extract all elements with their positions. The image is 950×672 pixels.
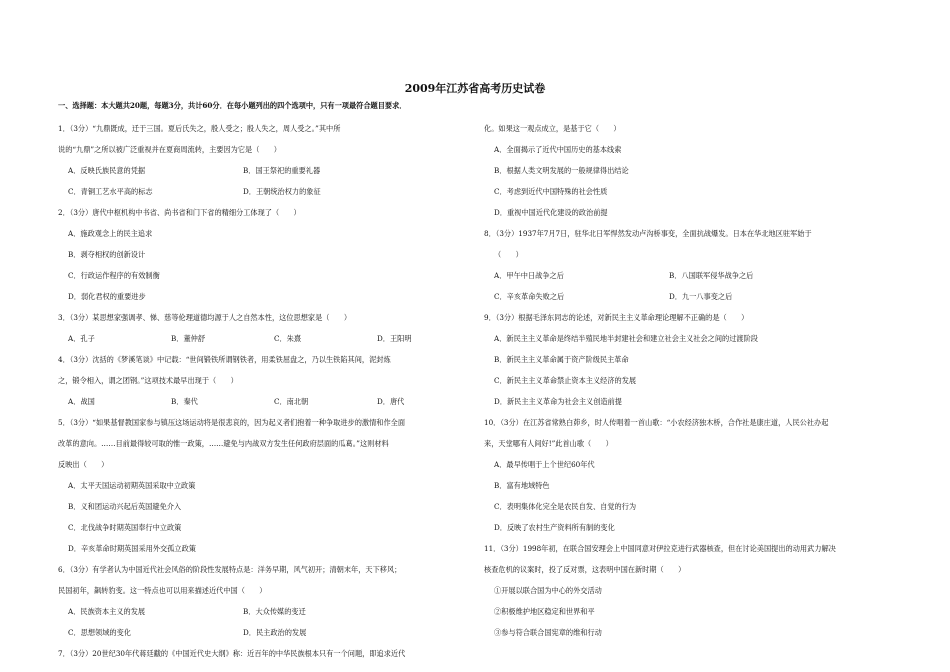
question-text: 6．（3分）有学者认为中国近代社会风俗的阶段性发展特点是：洋务早期，风气初开；清朝末年，天下移风； [58,565,402,574]
answer-option: D．九一八事变之后 [669,292,733,301]
section-heading: 一、选择题：本大题共20题，每题3分，共计60分．在每小题列出的四个选项中，只有一项最符合题目要求． [58,101,407,110]
answer-option: A．新民主主义革命是终结半殖民地半封建社会和建立社会主义社会之间的过渡阶段 [494,334,758,343]
answer-option: A．最早传唱于上个世纪60年代 [494,460,595,469]
answer-option: C．行政运作程序的有效制衡 [68,271,160,280]
option-row [58,622,470,643]
answer-option: C．新民主主义革命禁止资本主义经济的发展 [494,376,637,385]
answer-option: D．民主政治的发展 [243,628,307,637]
answer-option: A．民族资本主义的发展 [68,607,146,616]
question-text: 10．（3分）在江苏省常熟白茆乡，时人传唱着一首山歌：“小农经济独木桥，合作社是康庄道，人民公社办起 [484,418,829,427]
answer-option: D．弱化君权的重要进步 [68,292,146,301]
answer-option: D．新民主主义革命为社会主义创造前提 [494,397,622,406]
option-row [58,601,470,622]
answer-option: C．青铜工艺水平高的标志 [68,187,153,196]
question-text: 4．（3分）沈括的《梦溪笔谈》中记载：“世间锻铁所谓钢铁者，用柔铁屈盘之，乃以生铁陷其间，泥封炼 [58,355,391,364]
answer-option: D．唐代 [377,397,405,406]
answer-option: B．董仲舒 [171,334,206,343]
question-text: 说的“九鼎”之所以被广泛重视并在夏商周流转，主要因为它是（ ） [58,145,281,154]
question-text: 之，锻令相入，谓之团钢。”这项技术最早出现于（ ） [58,376,238,385]
answer-option: C．思想领域的变化 [68,628,132,637]
question-text: 反映出（ ） [58,460,109,469]
answer-option: A．甲午中日战争之后 [494,271,564,280]
left-column [58,118,470,664]
option-row [58,328,470,349]
answer-option: B．剥夺相权的创新设计 [68,250,146,259]
question-text: 7．（3分）20世纪30年代蒋廷黻的《中国近代史大纲》称：近百年的中华民族根本只有一个问题，即追求近代 [58,649,406,658]
answer-option: B．国王祭祀的重要礼器 [243,166,321,175]
question-text: 11．（3分）1998年初，在联合国安理会上中国同意对伊拉克进行武器核查，但在讨论美国提出的动用武力解决 [484,544,836,553]
question-text: 核查危机的议案时，投了反对票，这表明中国在新时期（ ） [484,565,686,574]
answer-option: A．孔子 [68,334,95,343]
answer-option: C．考虑到近代中国特殊的社会性质 [494,187,608,196]
answer-option: C．朱熹 [274,334,302,343]
question-text: 1．（3分）“九鼎既成，迁于三国。夏后氏失之，殷人受之；殷人失之，周人受之。”其中所 [58,124,341,133]
answer-option: A．太平天国运动初期英国采取中立政策 [68,481,196,490]
question-text: 8．（3分）1937年7月7日，驻华北日军悍然发动卢沟桥事变，全面抗战爆发。日本在华北地区驻军始于 [484,229,812,238]
question-text: 5．（3分）“如果基督教国家参与镇压这场运动将是很悲哀的，因为起义者们抱着一种争取进步的激情和作全面 [58,418,406,427]
answer-option: C．辛亥革命失败之后 [494,292,565,301]
answer-option: B．新民主主义革命属于资产阶级民主革命 [494,355,629,364]
answer-option: ①开展以联合国为中心的外交活动 [494,586,602,595]
question-text: 民国初年，飙转豹变。这一特点也可以用来描述近代中国（ ） [58,586,267,595]
answer-option: B．根据人类文明发展的一般规律得出结论 [494,166,629,175]
option-row [484,286,896,307]
question-text: 2．（3分）唐代中枢机构中书省、尚书省和门下省的精细分工体现了（ ） [58,208,301,217]
answer-option: D．王朝统治权力的象征 [243,187,321,196]
right-column [484,118,896,643]
answer-option: D．辛亥革命时期英国采用外交孤立政策 [68,544,196,553]
answer-option: B．秦代 [171,397,198,406]
question-text: 9．（3分）根据毛泽东同志的论述，对新民主主义革命理论理解不正确的是（ ） [484,313,749,322]
answer-option: B．富有地域特色 [494,481,550,490]
option-row [58,391,470,412]
answer-option: A．反映氏族民意的凭据 [68,166,146,175]
answer-option: D．反映了农村生产资料所有制的变化 [494,523,615,532]
question-text: 改革的意向。……目前最得较可取的惟一政策，……避免与内战双方发生任何政府层面的瓜葛。”这则材料 [58,439,389,448]
page-title: 2009年江苏省高考历史试卷 [404,82,546,95]
option-row [58,181,470,202]
question-text: 化。如果这一观点成立，是基于它（ ） [484,124,621,133]
answer-option: B．义和团运动兴起后英国避免介入 [68,502,182,511]
answer-option: B．大众传媒的变迁 [243,607,306,616]
option-row [58,160,470,181]
answer-option: A．施政观念上的民主追求 [68,229,153,238]
answer-option: D．重视中国近代化建设的政治前提 [494,208,608,217]
answer-option: C．南北朝 [274,397,309,406]
answer-option: A．战国 [68,397,95,406]
option-row [484,265,896,286]
answer-option: C．表明集体化完全是农民自发、自觉的行为 [494,502,637,511]
answer-option: ③参与符合联合国宪章的维和行动 [494,628,602,637]
answer-option: ②积极维护地区稳定和世界和平 [494,607,595,616]
answer-option: （ ） [494,250,523,259]
answer-option: C．北伐战争时期英国奉行中立政策 [68,523,182,532]
question-text: 3．（3分）某思想家强调孝、悌、慈等伦理道德均源于人之自然本性，这位思想家是（ ） [58,313,352,322]
answer-option: A．全面揭示了近代中国历史的基本线索 [494,145,622,154]
answer-option: B．八国联军侵华战争之后 [669,271,754,280]
answer-option: D．王阳明 [377,334,412,343]
question-text: 来，天堂哪有人间好!”此首山歌（ ） [484,439,613,448]
